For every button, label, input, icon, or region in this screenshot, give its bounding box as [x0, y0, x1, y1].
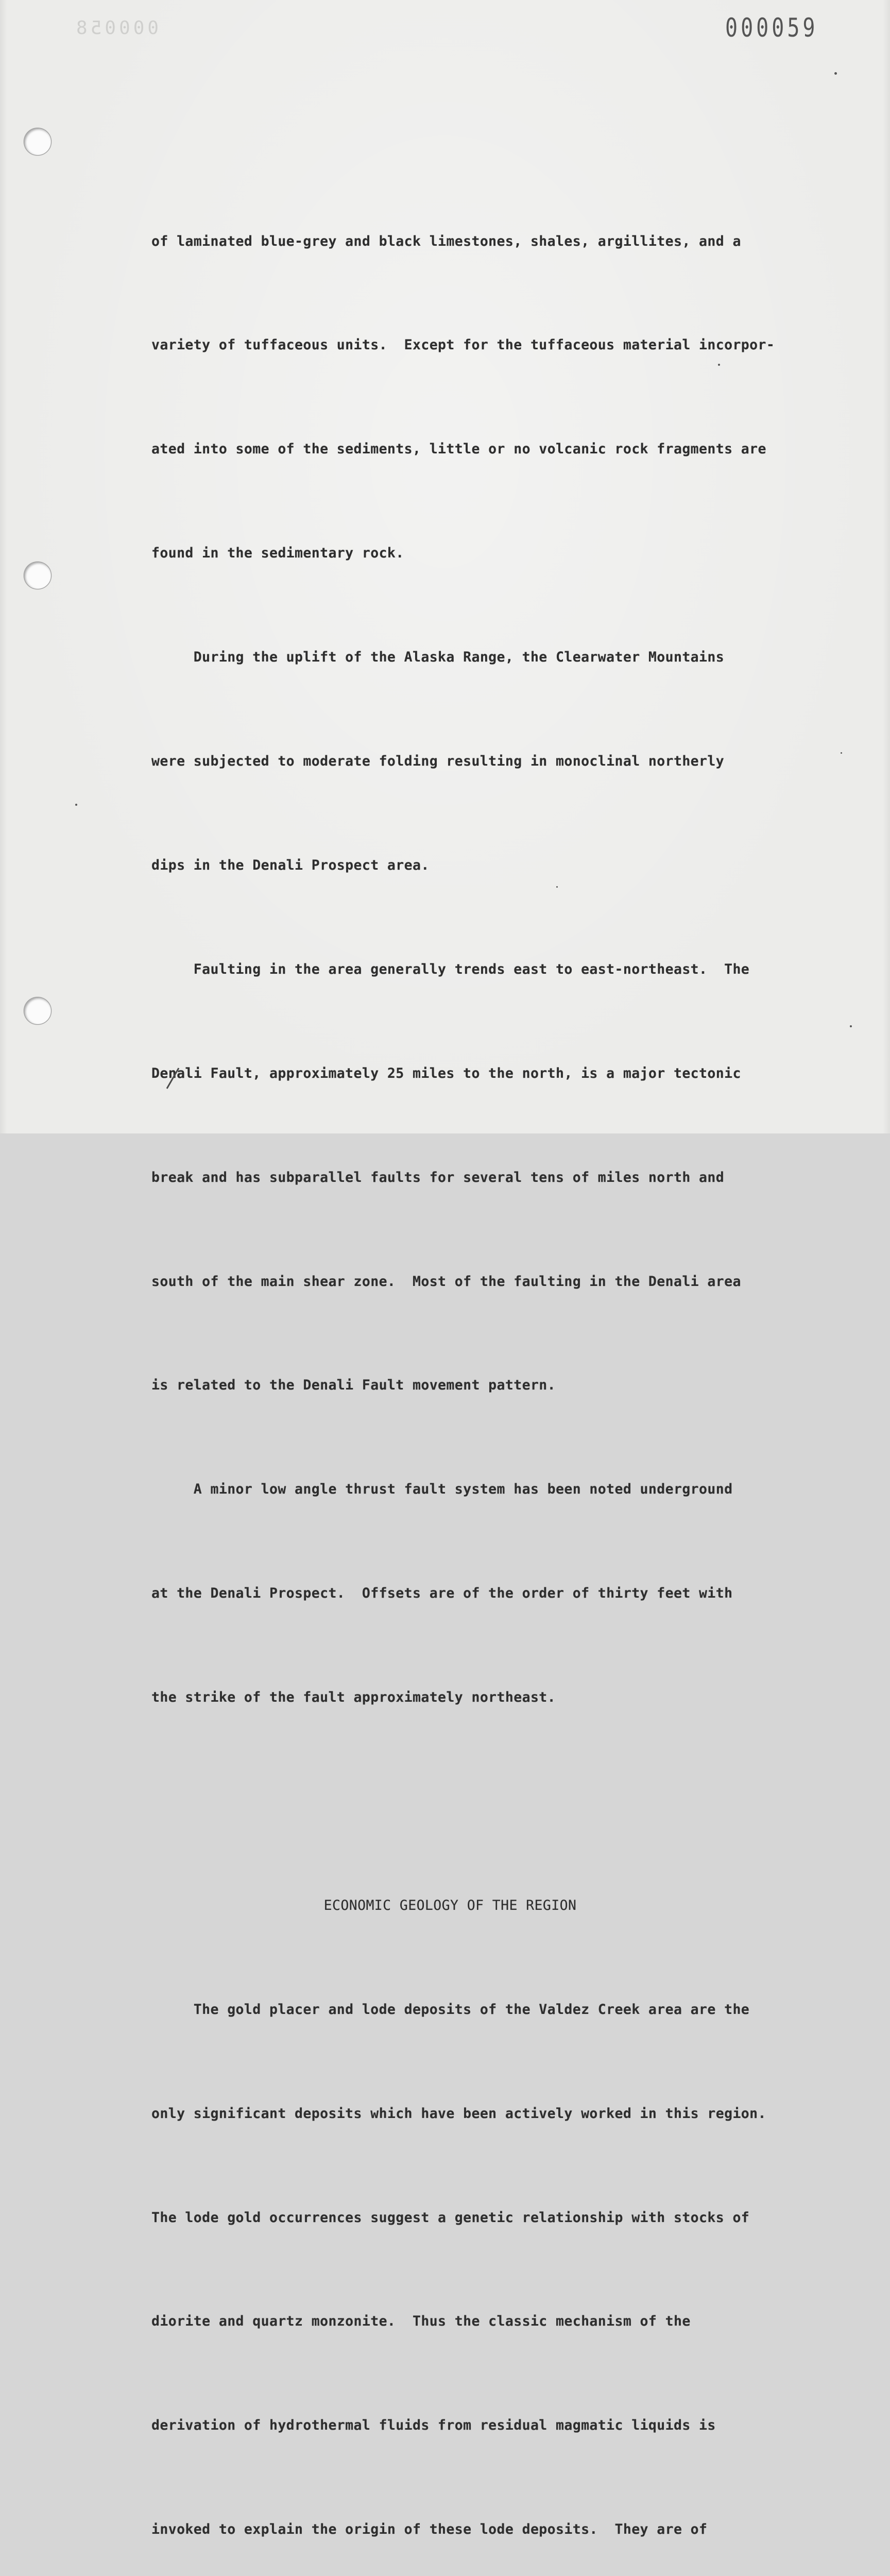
scan-speck: [75, 804, 77, 806]
scan-speck: [556, 886, 558, 888]
text-line: break and has subparallel faults for several tens of miles north and: [151, 1169, 725, 1185]
text-line: at the Denali Prospect. Offsets are of the order of thirty feet with: [151, 1585, 733, 1602]
text-line: The gold placer and lode deposits of the Valdez Creek area are the: [151, 2001, 750, 2018]
text-line: Faulting in the area generally trends east to east-northeast. The: [151, 961, 750, 977]
text-line: The lode gold occurrences suggest a genetic relationship with stocks of: [151, 2209, 750, 2226]
text-line: found in the sedimentary rock.: [151, 545, 404, 562]
punch-hole-middle: [24, 562, 52, 589]
text-line: invoked to explain the origin of these lode deposits. They are of: [151, 2521, 708, 2538]
scan-speck: [834, 72, 837, 75]
ghost-page-number: 000058: [73, 18, 159, 39]
punch-hole-top: [24, 128, 52, 156]
text-line: the strike of the fault approximately northeast.: [151, 1689, 556, 1706]
text-line: During the uplift of the Alaska Range, the Clearwater Mountains: [151, 649, 725, 666]
text-line: is related to the Denali Fault movement pattern.: [151, 1377, 556, 1394]
text-line: Denali Fault, approximately 25 miles to the north, is a major tectonic: [151, 1065, 741, 1081]
text-line: variety of tuffaceous units. Except for the tuffaceous material incorpor-: [151, 337, 775, 353]
punch-hole-bottom: [24, 997, 52, 1025]
text-line: dips in the Denali Prospect area.: [151, 857, 430, 873]
text-line: A minor low angle thrust fault system has been noted underground: [151, 1481, 733, 1498]
text-line: of laminated blue-grey and black limestones, shales, argillites, and a: [151, 233, 741, 249]
document-body: [151, 155, 816, 2576]
text-line: diorite and quartz monzonite. Thus the classic mechanism of the: [151, 2313, 691, 2330]
page-number: 000059: [725, 13, 818, 43]
blank-line: [151, 1784, 816, 1819]
text-line: ated into some of the sediments, little or no volcanic rock fragments are: [151, 441, 766, 457]
text-line: only significant deposits which have been actively worked in this region.: [151, 2105, 766, 2122]
scan-speck: [841, 752, 842, 754]
scan-speck: [850, 1025, 852, 1027]
text-line: derivation of hydrothermal fluids from residual magmatic liquids is: [151, 2417, 716, 2434]
section-heading: ECONOMIC GEOLOGY OF THE REGION: [323, 1897, 577, 1913]
text-line: south of the main shear zone. Most of the faulting in the Denali area: [151, 1273, 741, 1290]
text-line: were subjected to moderate folding resulting in monoclinal northerly: [151, 753, 725, 770]
scan-speck: [718, 364, 720, 366]
